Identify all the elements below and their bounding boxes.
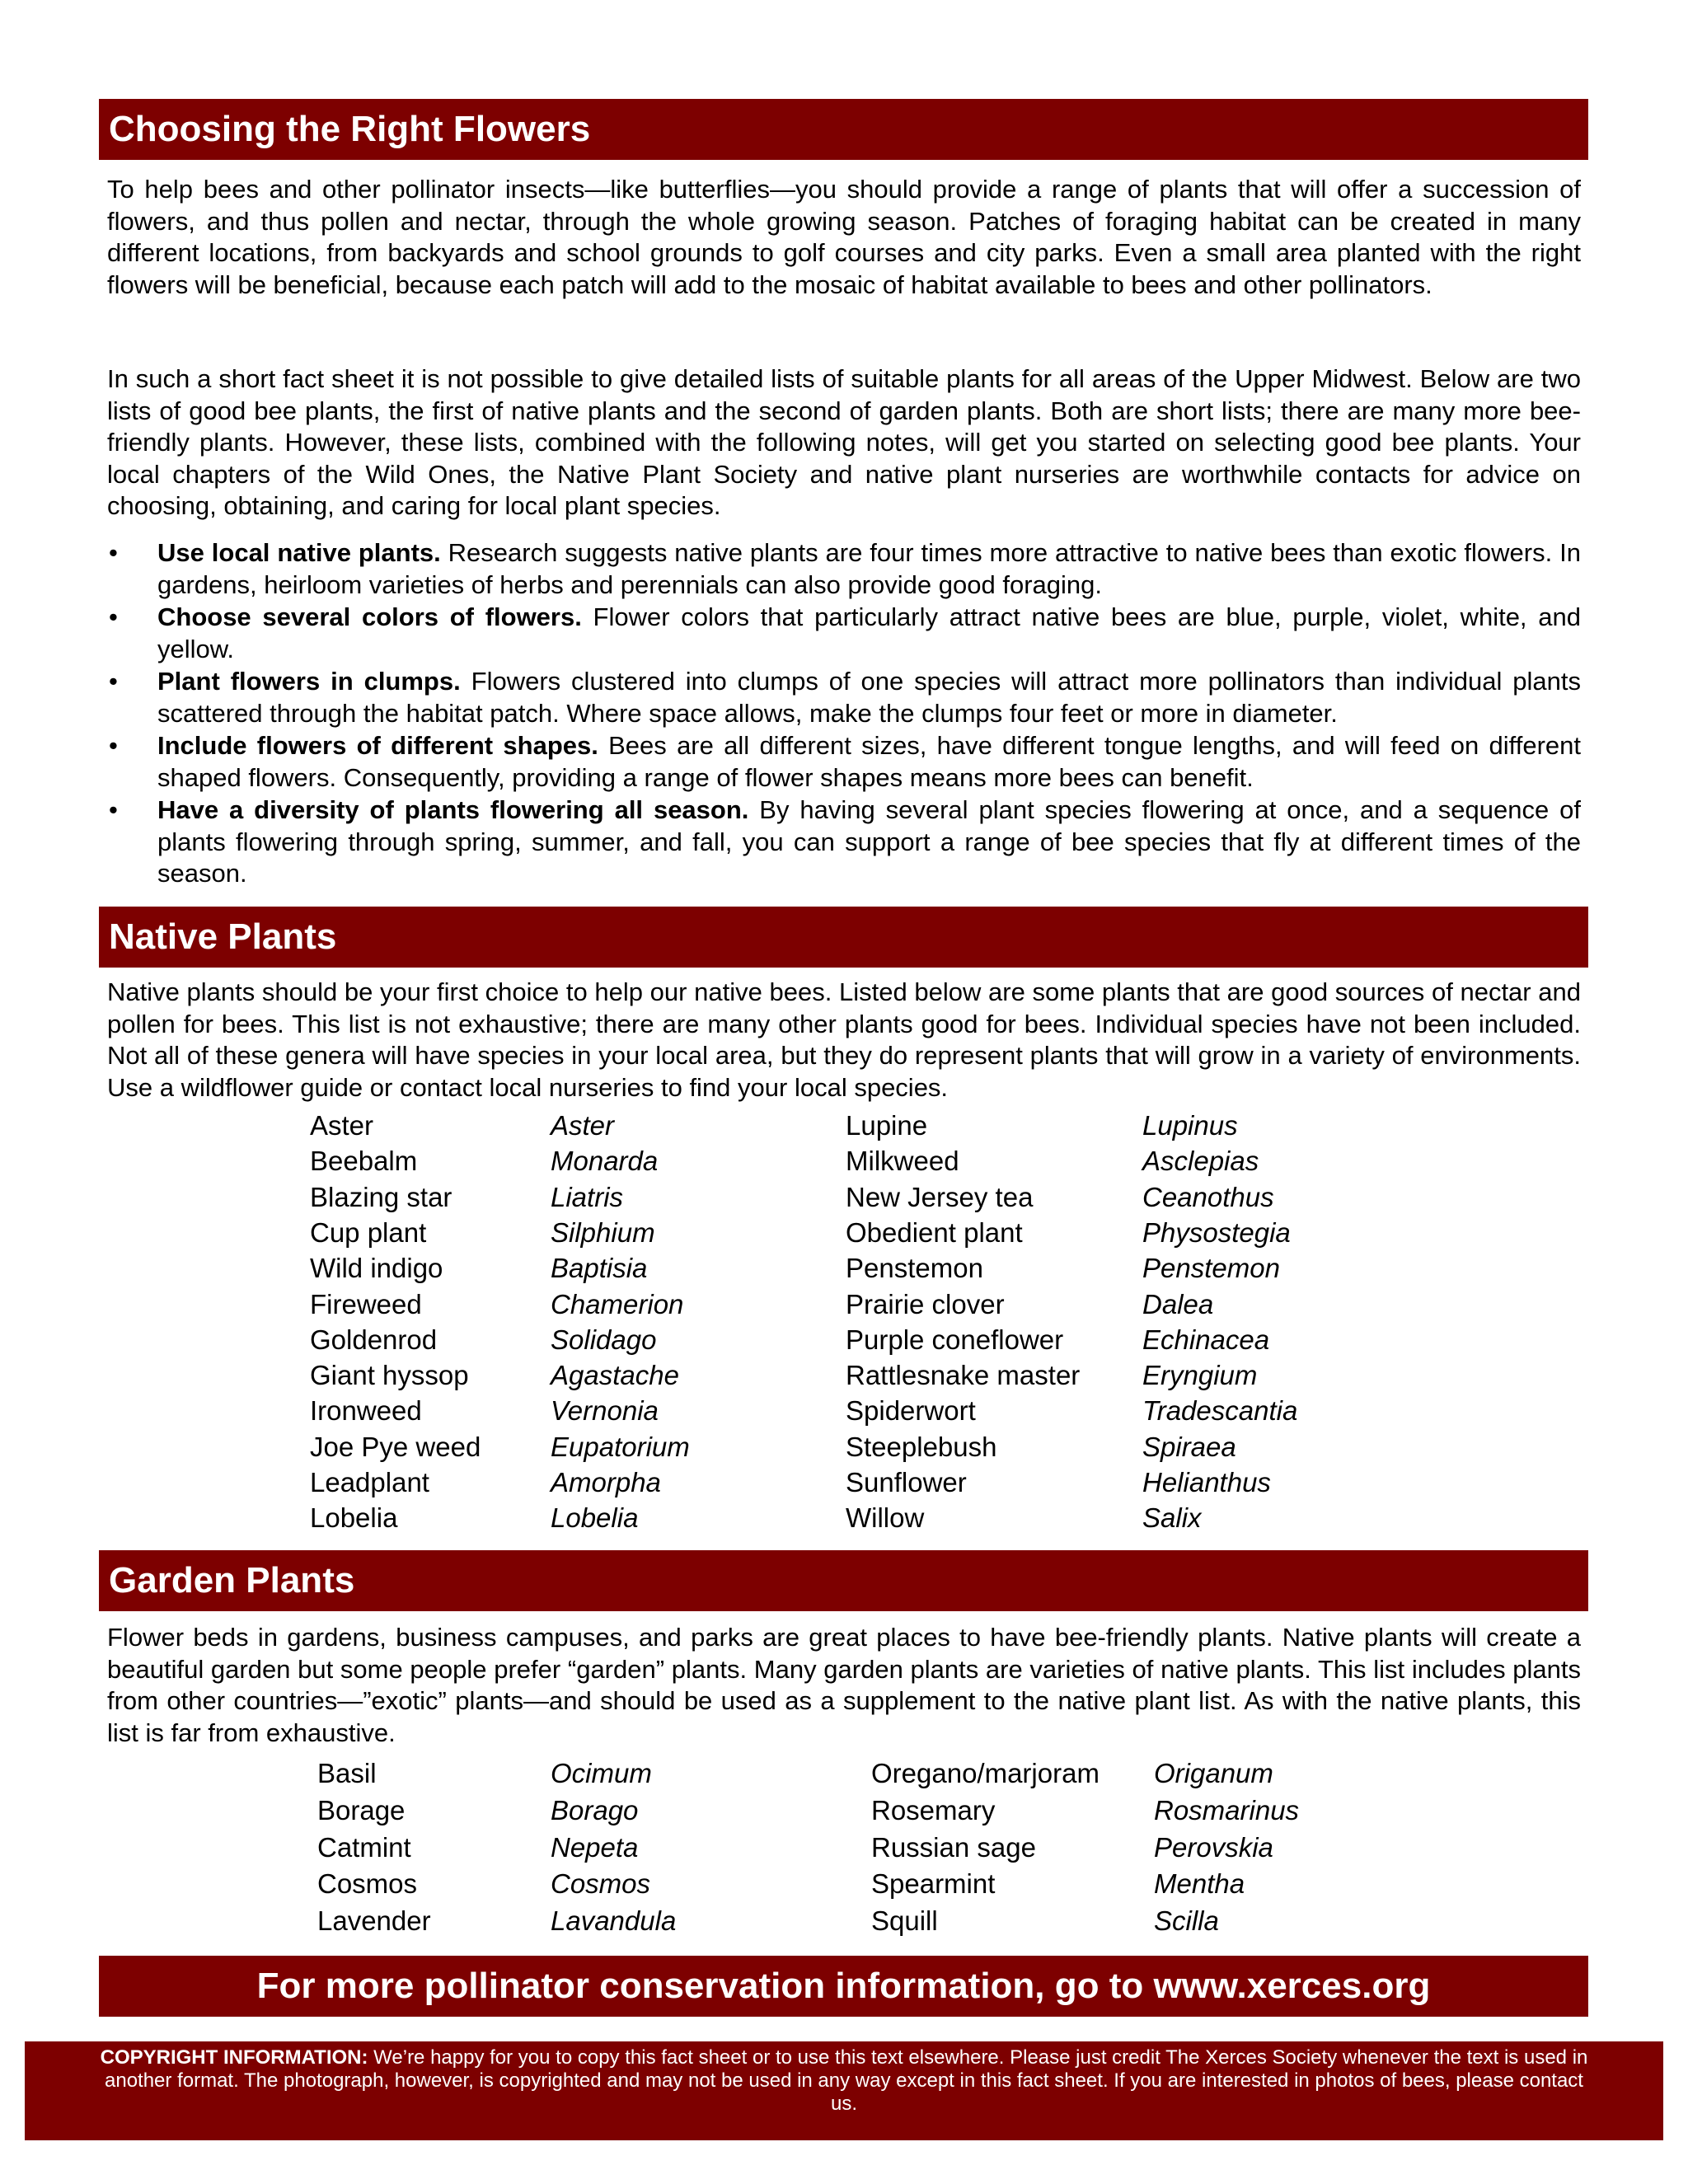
common-name: Rosemary — [871, 1794, 996, 1825]
section-heading-garden: Garden Plants — [99, 1550, 1588, 1611]
common-name: Willow — [846, 1502, 925, 1534]
scientific-name: Vernonia — [551, 1395, 659, 1427]
tip-text: Flower colors that particularly attract native bees are blue, purple, violet, white, and yellow. — [157, 602, 1581, 663]
native-paragraph: Native plants should be your first choice to help our native bees. Listed below are some plants that are good sources of nectar and pollen for bees. This list is not exhaustive; there are many other plants good for bees. Individual species have not been included. Not all of these genera will have species in your local area, but they do represent plants that will grow in a variety of environments. Use a wildflower guide or contact local nurseries to find your local species. — [107, 977, 1581, 1102]
tip-text: By having several plant species flowering at once, and a sequence of plants flowering through spring, summer, and fall, you can support a range of bee species that fly at different times of the season. — [157, 795, 1582, 888]
scientific-name: Rosmarinus — [1154, 1794, 1300, 1825]
scientific-name: Borago — [551, 1794, 639, 1825]
common-name: Steeplebush — [846, 1431, 997, 1462]
common-name: Rattlesnake master — [846, 1360, 1081, 1391]
scientific-name: Lupinus — [1142, 1110, 1238, 1141]
list-item — [107, 537, 1581, 601]
scientific-name: Spiraea — [1142, 1431, 1236, 1462]
xerces-link-banner[interactable]: For more pollinator conservation information, go to www.xerces.org — [99, 1956, 1588, 2017]
scientific-name: Ocimum — [551, 1758, 652, 1788]
common-name: Lobelia — [310, 1502, 398, 1534]
choosing-paragraph-2: In such a short fact sheet it is not possible to give detailed lists of suitable plants for all areas of the Upper Midwest. Below are two lists of good bee plants, the first of native plants and the second of garden plants. Both are short lists; there are many more bee-friendly plants. However, these lists, combined with the following notes, will get you started on selecting good bee plants. Your local chapters of the Wild Ones, the Native Plant Society and native plant nurseries are worthwhile contacts for advice on choosing, obtaining, and caring for local plant species. — [107, 364, 1581, 520]
scientific-name: Echinacea — [1142, 1324, 1270, 1355]
scientific-name: Amorpha — [551, 1467, 661, 1497]
common-name: Beebalm — [310, 1146, 418, 1177]
scientific-name: Scilla — [1154, 1905, 1219, 1937]
scientific-name: Agastache — [551, 1360, 679, 1391]
bullet-icon: • — [109, 602, 118, 631]
copyright-notice — [25, 2041, 1663, 2140]
list-item — [107, 602, 1581, 665]
section-heading-choosing: Choosing the Right Flowers — [99, 99, 1588, 160]
tip-heading: Use local native plants. — [157, 538, 441, 567]
scientific-name: Solidago — [551, 1324, 657, 1355]
scientific-name: Eryngium — [1142, 1360, 1258, 1391]
tip-heading: Choose several colors of flowers. — [157, 602, 582, 631]
scientific-name: Lavandula — [551, 1905, 677, 1937]
scientific-name: Nepeta — [551, 1831, 639, 1863]
common-name: Penstemon — [846, 1253, 983, 1284]
common-name: Purple coneflower — [846, 1324, 1064, 1355]
common-name: New Jersey tea — [846, 1181, 1034, 1212]
list-item — [107, 730, 1581, 794]
scientific-name: Eupatorium — [551, 1431, 690, 1462]
common-name: Russian sage — [871, 1831, 1036, 1863]
scientific-name: Salix — [1142, 1502, 1202, 1534]
copyright-label: COPYRIGHT INFORMATION: — [100, 2046, 368, 2069]
common-name: Lavender — [317, 1905, 431, 1937]
scientific-name: Asclepias — [1142, 1146, 1259, 1177]
common-name: Ironweed — [310, 1395, 422, 1427]
common-name: Borage — [317, 1794, 406, 1825]
scientific-name: Liatris — [551, 1181, 624, 1212]
tip-heading: Have a diversity of plants flowering all season. — [157, 795, 749, 824]
bullet-icon: • — [109, 795, 118, 824]
list-item — [107, 794, 1581, 890]
bullet-icon: • — [109, 538, 118, 567]
common-name: Obedient plant — [846, 1216, 1023, 1248]
bullet-icon: • — [109, 667, 118, 696]
scientific-name: Helianthus — [1142, 1467, 1271, 1497]
tip-text: Bees are all different sizes, have different tongue lengths, and will feed on different shaped flowers. Consequently, providing a range of flower shapes means more bees can benefit. — [157, 731, 1581, 792]
scientific-name: Physostegia — [1142, 1216, 1291, 1248]
scientific-name: Ceanothus — [1142, 1181, 1274, 1212]
scientific-name: Aster — [551, 1110, 615, 1141]
common-name: Lupine — [846, 1110, 928, 1141]
common-name: Leadplant — [310, 1467, 429, 1497]
common-name: Cup plant — [310, 1216, 427, 1248]
tip-heading: Include flowers of different shapes. — [157, 731, 598, 760]
scientific-name: Perovskia — [1154, 1831, 1273, 1863]
scientific-name: Lobelia — [551, 1502, 639, 1534]
bullet-icon: • — [109, 731, 118, 760]
common-name: Catmint — [317, 1831, 411, 1863]
scientific-name: Cosmos — [551, 1868, 651, 1900]
scientific-name: Penstemon — [1142, 1253, 1280, 1284]
scientific-name: Mentha — [1154, 1868, 1245, 1900]
tip-text: Research suggests native plants are four times more attractive to native bees than exotic flowers. In gardens, heirloom varieties of herbs and perennials can also provide good foraging. — [157, 538, 1581, 599]
common-name: Aster — [310, 1110, 374, 1141]
scientific-name: Silphium — [551, 1216, 655, 1248]
tip-text: Flowers clustered into clumps of one species will attract more pollinators than individual plants scattered through the habitat patch. Where space allows, make the clumps four feet or more in diameter. — [157, 667, 1581, 728]
section-heading-native: Native Plants — [99, 907, 1588, 968]
scientific-name: Dalea — [1142, 1288, 1214, 1319]
common-name: Blazing star — [310, 1181, 452, 1212]
common-name: Cosmos — [317, 1868, 418, 1900]
scientific-name: Tradescantia — [1142, 1395, 1298, 1427]
choosing-paragraph-1: To help bees and other pollinator insects—like butterflies—you should provide a range of plants that will offer a succession of flowers, and thus pollen and nectar, through the whole growing season. Patches of foraging habitat can be created in many different locations, from backyards and school grounds to golf courses and city parks. Even a small area planted with the right flowers will be beneficial, because each patch will add to the mosaic of habitat available to bees and other pollinators. — [107, 175, 1581, 299]
common-name: Basil — [317, 1758, 377, 1788]
common-name: Squill — [871, 1905, 938, 1937]
common-name: Fireweed — [310, 1288, 422, 1319]
common-name: Goldenrod — [310, 1324, 438, 1355]
scientific-name: Monarda — [551, 1146, 659, 1177]
scientific-name: Origanum — [1154, 1758, 1273, 1788]
common-name: Sunflower — [846, 1467, 967, 1497]
garden-paragraph: Flower beds in gardens, business campuses, and parks are great places to have bee-friendly plants. Native plants will create a beautiful garden but some people prefer “garden” plants. Many garden plants are varieties of native plants. This list includes plants from other countries—”exotic” plants—and should be used as a supplement to the native plant list. As with the native plants, this list is far from exhaustive. — [107, 1623, 1581, 1747]
tip-heading: Plant flowers in clumps. — [157, 667, 461, 696]
scientific-name: Chamerion — [551, 1288, 684, 1319]
copyright-text: We’re happy for you to copy this fact sheet or to use this text elsewhere. Please just credit The Xerces Society whenever the text is used in another format. The photograph, however, is copyrighted and may not be used in any way except in this fact sheet. If you are interested in photos of bees, please contact us. — [105, 2046, 1588, 2115]
list-item — [107, 666, 1581, 729]
common-name: Oregano/marjoram — [871, 1758, 1100, 1788]
common-name: Joe Pye weed — [310, 1431, 481, 1462]
common-name: Spiderwort — [846, 1395, 976, 1427]
common-name: Wild indigo — [310, 1253, 443, 1284]
tips-list — [107, 537, 1581, 891]
common-name: Giant hyssop — [310, 1360, 469, 1391]
scientific-name: Baptisia — [551, 1253, 648, 1284]
common-name: Prairie clover — [846, 1288, 1005, 1319]
common-name: Spearmint — [871, 1868, 996, 1900]
common-name: Milkweed — [846, 1146, 959, 1177]
